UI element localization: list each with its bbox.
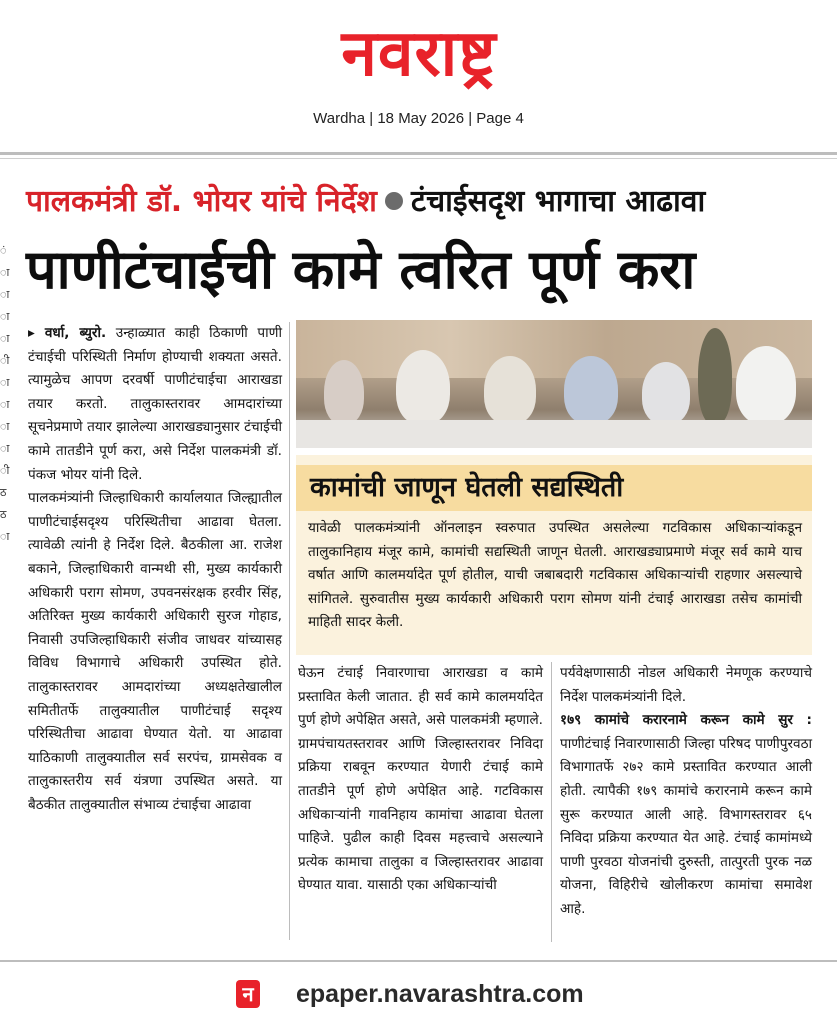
photo-person [396,350,450,424]
edition-dateline: Wardha | 18 May 2026 | Page 4 [313,110,524,127]
article-para-5 [560,709,812,921]
kicker-right: टंचाईसदृश भागाचा आढावा [410,184,706,219]
meeting-photo [296,320,812,448]
story-dateline: ▸ वर्धा, ब्युरो. [28,325,107,341]
bottom-divider [0,960,837,962]
highlight-box [296,455,812,655]
epaper-url[interactable]: epaper.navarashtra.com [296,980,584,1008]
article-para-1 [28,322,282,487]
article-headline: पाणीटंचाईची कामे त्वरित पूर्ण करा [26,238,696,301]
photo-person [642,362,690,424]
adjacent-article-edge: ं ा ा ा ा ी ा ा ा ा ी ठ ठ ा [0,244,10,543]
article-column-3 [560,662,812,942]
column-divider [289,322,290,940]
photo-person [736,346,796,424]
photo-person [324,360,364,424]
box-text: यावेळी पालकमंत्र्यांनी ऑनलाइन स्वरुपात उपस्थित असलेल्या गटविकास अधिकाऱ्यांकडून तालुकानिहाय मंजूर कामे, कामांची सद्यस्थिती जाणून घेतली. आराखड्याप्रमाणे मंजूर सर्व कामे याच वर्षात आणि कालमर्यादेत पूर्ण होतील, याची जबाबदारी गटविकास अधिकाऱ्यांची राहणार असल्याचे सांगितले. सुरुवातीस मुख्य कार्यकारी अधिकारी पराग सोमण यांनी टंचाई आराखडा तसेच कामांची माहिती सादर केली. [308,520,802,631]
article-kicker [26,180,816,224]
para-1-text: उन्हाळ्यात काही ठिकाणी पाणी टंचाईची परिस्थिती निर्माण होण्याची शक्यता असते. त्यामुळेच आपण दरवर्षी पाणीटंचाईचा आराखडा तयार करतो. तालुकास्तरावर आमदारांच्या सूचनेप्रमाणे तयार झालेल्या आराखड्यानुसार टंचाईची कामे तातडीने पूर्ण करा, असे निर्देश पालकमंत्री डॉ. पंकज भोयर यांनी दिले. [28,325,282,483]
photo-person [564,356,618,424]
kicker-left: पालकमंत्री डॉ. भोयर यांचे निर्देश [26,184,377,219]
article-para-3: घेऊन टंचाई निवारणाचा आराखडा व कामे प्रस्तावित केली जातात. ही सर्व कामे कालमर्यादेत पुर्ण होणे अपेक्षित असते, असे पालकमंत्री म्हणाले. ग्रामपंचायतस्तरावर आणि जिल्हास्तरावर निविदा प्रक्रिया राबवून करण्यात येणारी टंचाई कामे तातडीने पूर्ण होणे अपेक्षित आहे. गटविकास अधिकाऱ्यांनी गावनिहाय कामांचा आढावा घेतला पाहिजे. पुढील काही दिवस महत्त्वाचे असल्याने प्रत्येक कामाचा तालुका व जिल्हास्तरावर आढावा घेण्यात यावा. यासाठी एका अधिकाऱ्यांची [298,665,543,894]
article-column-1 [28,322,282,940]
article-para-4: पर्यवेक्षणासाठी नोडल अधिकारी नेमणूक करण्याचे निर्देश पालकमंत्र्यांनी दिले. [560,665,812,705]
article-para-2: पालकमंत्र्यांनी जिल्हाधिकारी कार्यालयात जिल्ह्यातील पाणीटंचाईसदृश्य परिस्थितीचा आढावा घेतला. त्यावेळी त्यांनी हे निर्देश दिले. बैठकीला आ. राजेश बकाने, जिल्हाधिकारी वान्मथी सी, मुख्य कार्यकारी अधिकारी पराग सोमण, उपवनसंरक्षक हरवीर सिंह, अतिरिक्त मुख्य कार्यकारी अधिकारी सुरज गोहाड, निवासी उपजिल्हाधिकारी संजीव जाधवर यांच्यासह विविध विभागाचे अधिकारी उपस्थित होते. तालुकास्तरावर आमदारांच्या अध्यक्षतेखालील समितीतर्फे तालुक्यातील पाणीटंचाई सदृश्य परिस्थितीचा आढावा घेण्यात येतो. या आढावा याठिकाणी तालुक्यातील सर्व सरपंच, ग्रामसेवक व तालुकास्तरीय सर्व यंत्रणा उपस्थित असते. या बैठकीत तालुक्यातील संभाव्य टंचाईचा आढावा [28,490,282,813]
top-divider [0,152,837,155]
top-divider-thin [0,158,837,159]
para-5-text: पाणीटंचाई निवारणासाठी जिल्हा परिषद पाणीपुरवठा विभागातर्फे २७२ कामे प्रस्तावित करण्यात आली होती. त्यापैकी १७९ कामांचे करारनामे करून कामे सुरू करण्यात आली आहे. विभागस्तरावर ६५ निविदा प्रक्रिया करण्यात येत आहे. टंचाई कामांमध्ये पाणी पुरवठा योजनांची दुरुस्ती, तात्पुरती पुरक नळ योजना, विहिरीचे खोलीकरण कामांचा समावेश आहे. [560,735,812,917]
photo-person [484,356,536,424]
article-subhead: १७९ कामांचे करारनामे करून कामे सुर : [560,712,812,729]
column-divider [551,662,552,942]
photo-wall [296,320,812,378]
navarashtra-logo-icon: न [236,980,260,1008]
photo-table [296,420,812,448]
masthead-logo: नवराष्ट्र [341,17,497,91]
box-title: कामांची जाणून घेतली सद्यस्थिती [296,465,812,511]
bullet-icon [385,192,403,210]
article-column-2 [298,662,543,942]
photo-person [698,328,732,424]
